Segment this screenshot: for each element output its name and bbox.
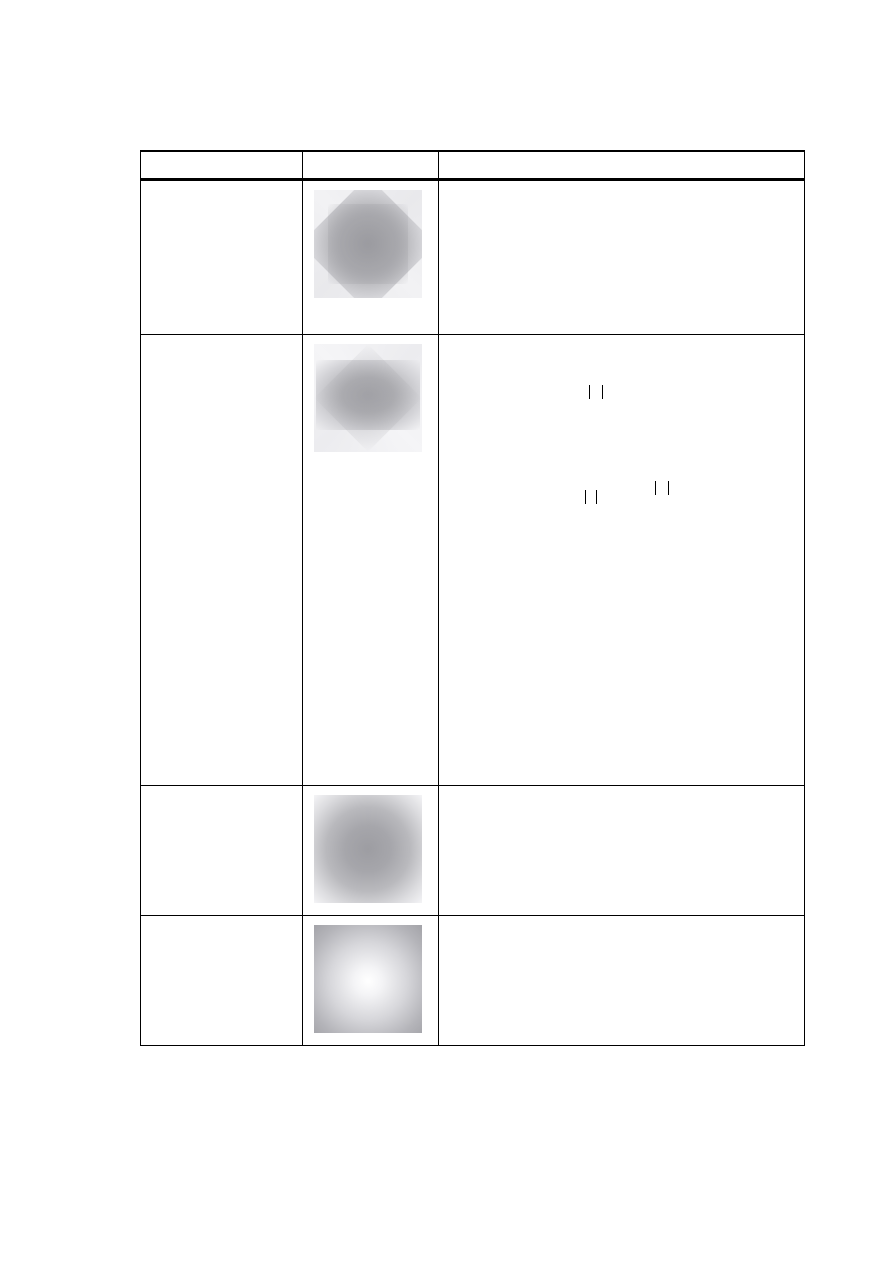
row-swatch-cell bbox=[303, 786, 439, 916]
header-description bbox=[439, 151, 805, 180]
row-description bbox=[439, 786, 805, 916]
table-row bbox=[141, 916, 805, 1046]
row-description bbox=[439, 180, 805, 335]
gradient-types-table bbox=[140, 150, 805, 1046]
table-row bbox=[141, 335, 805, 786]
gradient-swatch bbox=[314, 344, 422, 452]
vertical-bar-mark bbox=[655, 481, 656, 495]
row-description bbox=[439, 335, 805, 786]
vertical-bar-mark bbox=[596, 490, 597, 504]
row-name bbox=[141, 786, 303, 916]
table-row bbox=[141, 786, 805, 916]
header-example bbox=[303, 151, 439, 180]
vertical-bar-mark bbox=[602, 385, 603, 399]
gradient-swatch bbox=[314, 795, 422, 903]
row-name bbox=[141, 916, 303, 1046]
row-name bbox=[141, 335, 303, 786]
row-swatch-cell bbox=[303, 180, 439, 335]
header-name bbox=[141, 151, 303, 180]
row-description bbox=[439, 916, 805, 1046]
vertical-bar-mark bbox=[589, 385, 590, 399]
row-swatch-cell bbox=[303, 916, 439, 1046]
vertical-bar-mark bbox=[585, 490, 586, 504]
gradient-swatch bbox=[314, 190, 422, 298]
row-swatch-cell bbox=[303, 335, 439, 786]
table-row bbox=[141, 180, 805, 335]
row-name bbox=[141, 180, 303, 335]
table-header-row bbox=[141, 151, 805, 180]
vertical-bar-mark bbox=[668, 481, 669, 495]
gradient-swatch bbox=[314, 925, 422, 1033]
